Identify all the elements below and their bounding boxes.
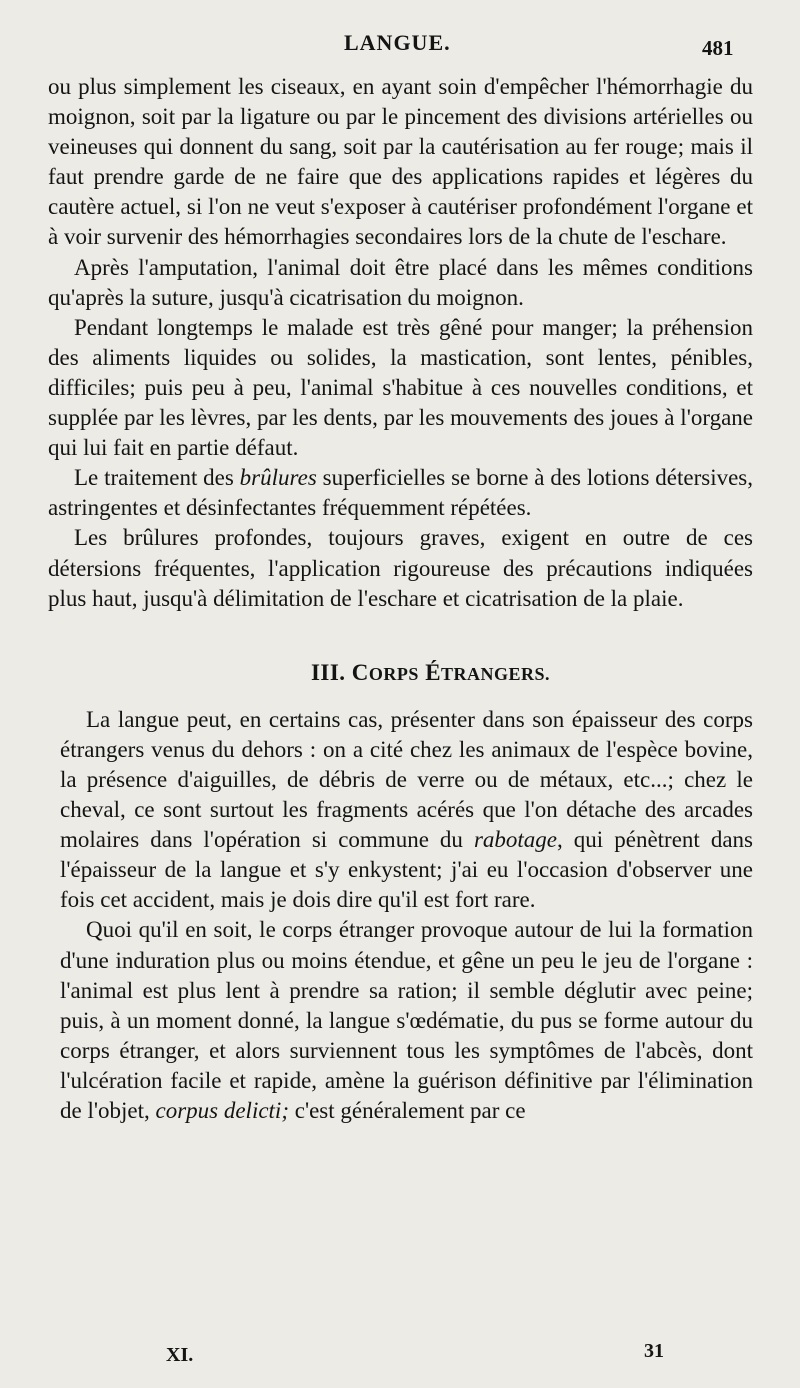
- paragraph: [48, 463, 753, 523]
- running-header: [0, 30, 800, 62]
- sheet-number: 31: [644, 1340, 664, 1362]
- section-heading: [48, 658, 753, 689]
- body-text: [48, 72, 753, 1126]
- section-title: CORPS ÉTRANGERS.: [351, 659, 551, 685]
- text-run: La langue peut, en certains cas, présenter dans son épaisseur des corps étrangers venus du dehors : on a cité chez les animaux de l'espèce bovine, la présence d'aiguilles, de débris de verre ou de métaux, etc...; chez le cheval, ce sont surtout les fragments acérés que l'on détache des arcades molaires dans l'opération si commune du: [60, 706, 753, 853]
- paragraph: Les brûlures profondes, toujours graves, exigent en outre de ces détersions fréquentes, l'application rigoureuse des précautions indiquées plus haut, jusqu'à délimitation de l'eschare et cicatrisation de la plaie.: [48, 525, 753, 611]
- section-number: III.: [310, 659, 346, 685]
- page-number: 481: [702, 36, 734, 60]
- paragraph: ou plus simplement les ciseaux, en ayant soin d'empêcher l'hémorrhagie du moignon, soit par la ligature ou par le pincement des divisions artérielles ou veineuses qui donnent du sang, soit par la cautérisation au fer rouge; mais il faut prendre garde de ne faire que des applications rapides et légères du cautère actuel, si l'on ne veut s'exposer à cautériser profondément l'organe et à voir survenir des hémorrhagies secondaires lors de la chute de l'eschare.: [48, 74, 753, 250]
- text-run: Quoi qu'il en soit, le corps étranger provoque autour de lui la formation d'une induration plus ou moins étendue, et gêne un peu le jeu de l'organe : l'animal est plus lent à prendre sa ration; il semble déglutir avec peine; puis, à un moment donné, la langue s'œdématie, du pus se forme autour du corps étranger, et alors surviennent tous les symptômes de l'abcès, dont l'ulcération facile et rapide, amène la guérison définitive par l'élimination de l'objet,: [60, 917, 753, 1123]
- paragraph: Pendant longtemps le malade est très gêné pour manger; la préhension des aliments liquides ou solides, la mastication, sont lentes, pénibles, difficiles; puis peu à peu, l'animal s'habitue à ces nouvelles conditions, et supplée par les lèvres, par les dents, par les mouvements des joues à l'organe qui lui fait en partie défaut.: [48, 314, 753, 461]
- italic-term: corpus delicti;: [155, 1098, 289, 1123]
- section-body: [48, 705, 753, 1126]
- running-title: LANGUE.: [344, 30, 451, 55]
- text-run: c'est généralement par ce: [288, 1098, 526, 1123]
- text-run: superficielles se borne à des lotions détersives, astringentes et désinfectantes fréquemment répétées.: [48, 465, 753, 521]
- text-run: , qui pénètrent dans l'épaisseur de la langue et s'y enkystent; j'ai eu l'occasion d'observer une fois cet accident, mais je dois dire qu'il est fort rare.: [60, 827, 753, 913]
- paragraph: [60, 705, 753, 916]
- signature-mark: XI.: [166, 1344, 194, 1366]
- paragraph: Après l'amputation, l'animal doit être placé dans les mêmes conditions qu'après la suture, jusqu'à cicatrisation du moignon.: [48, 254, 753, 310]
- paragraph: [60, 915, 753, 1126]
- text-run: Le traitement des: [74, 465, 240, 491]
- italic-term: rabotage: [473, 827, 558, 853]
- italic-term: brûlures: [239, 465, 317, 491]
- page-footer: [0, 1340, 800, 1370]
